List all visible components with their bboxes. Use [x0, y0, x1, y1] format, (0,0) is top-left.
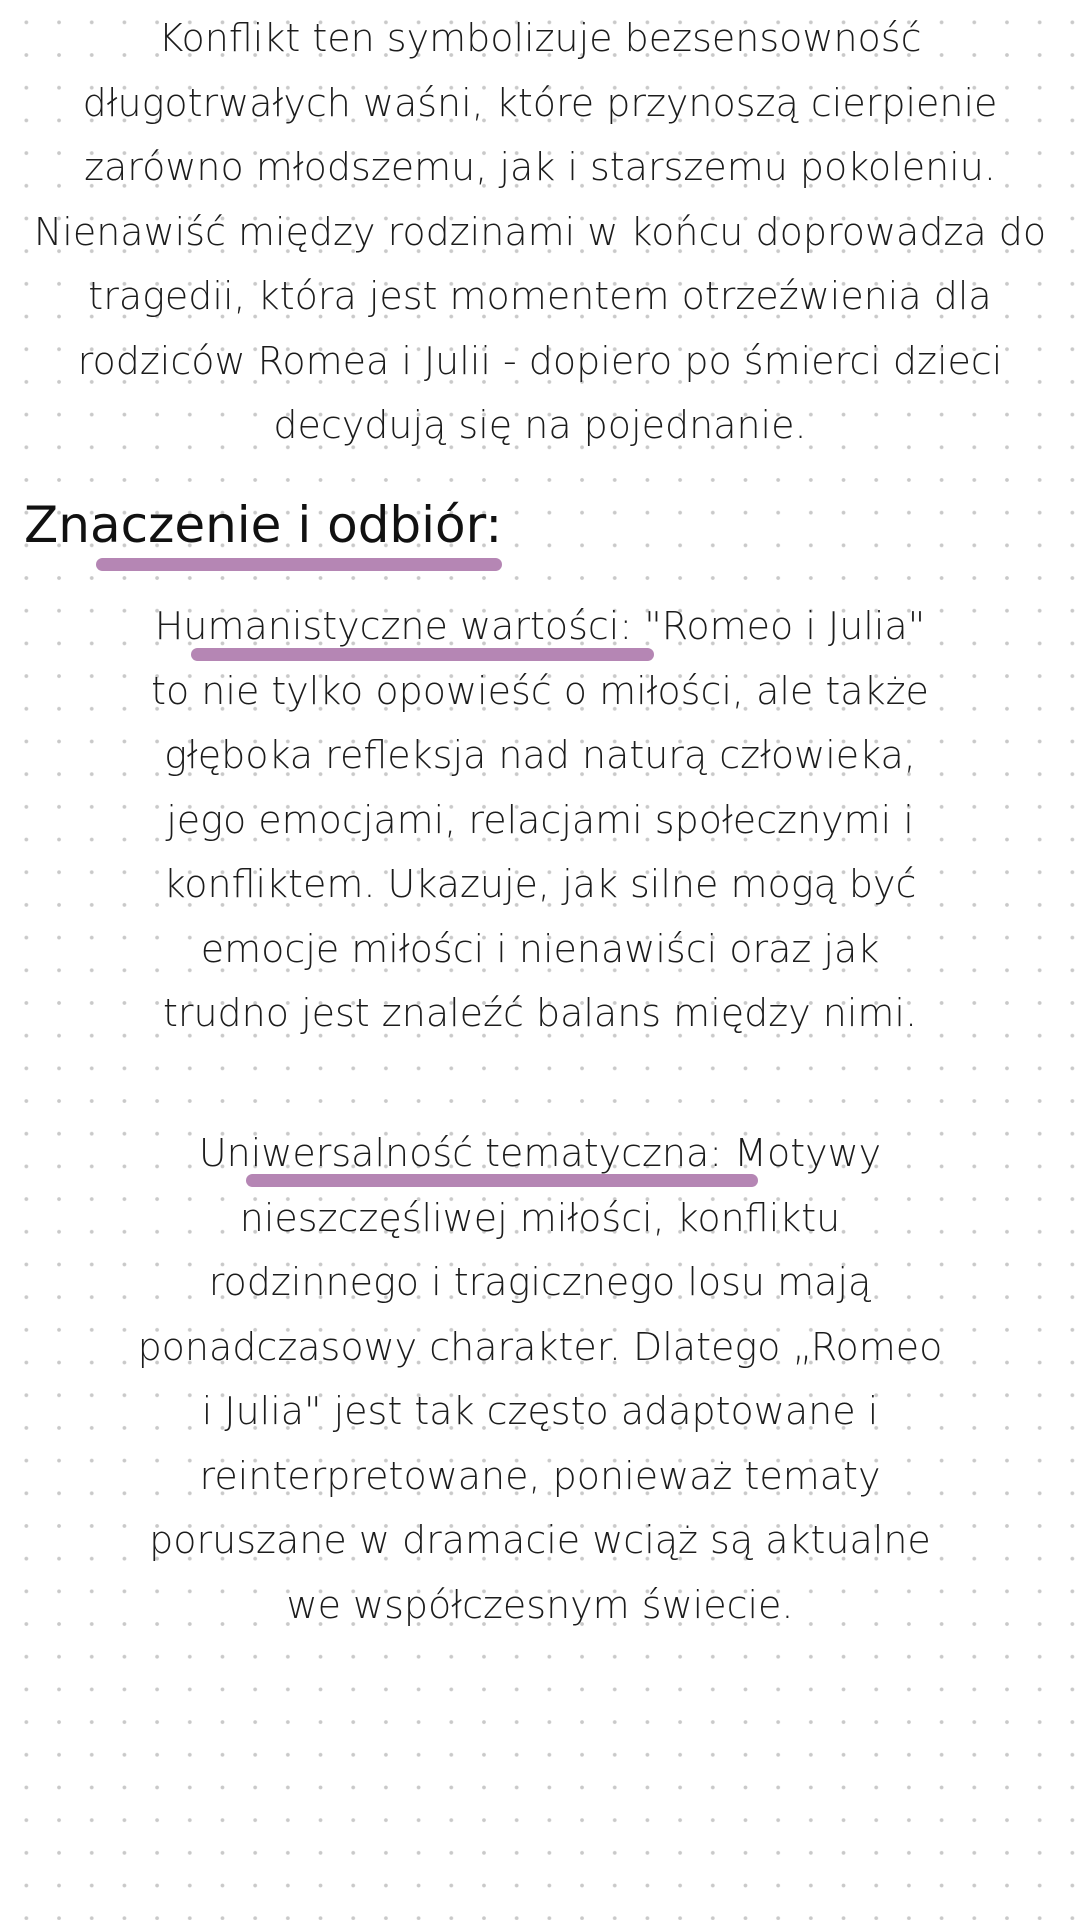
paragraph-line: we współczesnym świecie.	[286, 1582, 794, 1627]
intro-line: długotrwałych waśni, które przynoszą cierpienie	[82, 80, 998, 125]
paragraph-line: trudno jest znaleźć balans między nimi.	[162, 991, 918, 1035]
paragraph-line: reinterpretowane, ponieważ tematy	[199, 1453, 881, 1498]
paragraph-line: i Julia" jest tak często adaptowane i	[201, 1389, 879, 1433]
paragraph-line: Humanistyczne wartości: "Romeo i Julia"	[154, 604, 926, 648]
paragraph-line: głęboka refleksja nad naturą człowieka,	[164, 733, 916, 777]
intro-paragraph	[0, 6, 1080, 458]
paragraph-line: konfliktem. Ukazuje, jak silne mogą być	[163, 862, 917, 906]
intro-line: Nienawiść między rodzinami w końcu doprowadza do	[33, 209, 1047, 254]
humanistic-values-paragraph	[90, 594, 990, 1046]
paragraph-line: ponadczasowy charakter. Dlatego „Romeo	[137, 1324, 943, 1369]
intro-line: tragedii, która jest momentem otrzeźwienia dla	[88, 274, 992, 318]
paragraph-line: rodzinnego i tragicznego losu mają	[208, 1260, 872, 1304]
paragraph-line: Uniwersalność tematyczna: Motywy	[198, 1131, 882, 1175]
intro-line: Konflikt ten symbolizuje bezsensowność	[158, 16, 922, 60]
paragraph-line: jego emocjami, relacjami społecznymi i	[166, 797, 914, 842]
paragraph-line: nieszczęśliwej miłości, konfliktu	[239, 1195, 841, 1240]
paragraph-line: poruszane w dramacie wciąż są aktualne	[149, 1518, 931, 1562]
thematic-universality-paragraph	[90, 1121, 990, 1637]
intro-line: decydują się na pojednanie.	[273, 403, 807, 447]
paragraph-line: to nie tylko opowieść o miłości, ale także	[151, 668, 929, 713]
paragraph-line: emocje miłości i nienawiści oraz jak	[200, 926, 880, 971]
section-heading: Znaczenie i odbiór:	[24, 496, 503, 554]
intro-line: rodziców Romea i Julii - dopiero po śmierci dzieci	[77, 338, 1003, 383]
intro-line: zarówno młodszemu, jak i starszemu pokoleniu.	[84, 145, 996, 189]
